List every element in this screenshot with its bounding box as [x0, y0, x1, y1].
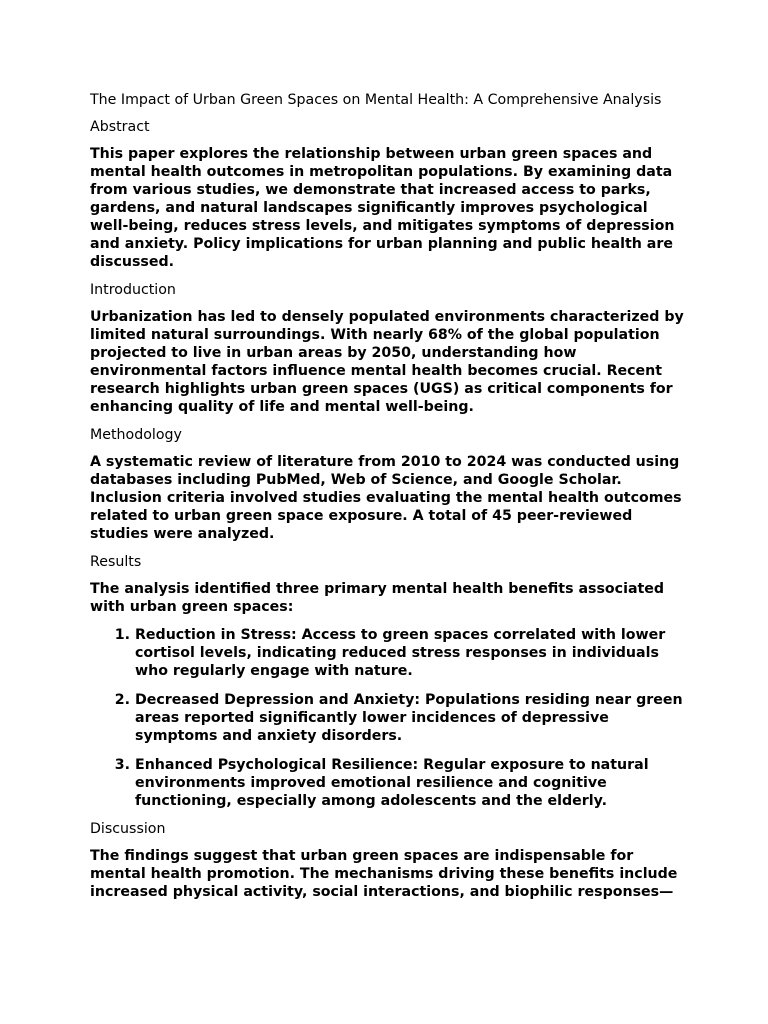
methodology-text: A systematic review of literature from 2010 to 2024 was conducted using databases including PubMed, Web of Science, and Google Scholar. Inclusion criteria involved studies evaluating the mental health outcomes related to urban green space exposure. A total of 45 peer-reviewed studies were analyzed.: [90, 454, 682, 542]
results-heading: Results: [90, 554, 142, 570]
list-item: 3. Enhanced Psychological Resilience: Regular exposure to natural environments improved emotional resilience and cognitive functioning, especially among adolescents and the elderly.: [135, 756, 686, 810]
abstract-text: This paper explores the relationship between urban green spaces and mental health outcomes in metropolitan populations. By examining data from various studies, we demonstrate that increased access to parks, gardens, and natural landscapes significantly improves psychological well-being, reduces stress levels, and mitigates symptoms of depression and anxiety. Policy implications for urban planning and public health are discussed.: [90, 146, 675, 270]
discussion-text: The findings suggest that urban green spaces are indispensable for mental health promotion. The mechanisms driving these benefits include increased physical activity, social interactions, and biophilic responses—: [90, 848, 678, 900]
list-item: 2. Decreased Depression and Anxiety: Populations residing near green areas reported significantly lower incidences of depressive symptoms and anxiety disorders.: [135, 691, 686, 745]
introduction-heading: Introduction: [90, 282, 176, 298]
results-list: [90, 626, 686, 810]
results-text: The analysis identified three primary mental health benefits associated with urban green spaces:: [90, 581, 665, 615]
discussion-heading: Discussion: [90, 821, 166, 837]
abstract-heading: Abstract: [90, 119, 150, 135]
introduction-text: Urbanization has led to densely populated environments characterized by limited natural surroundings. With nearly 68% of the global population projected to live in urban areas by 2050, understanding how environmental factors influence mental health becomes crucial. Recent research highlights urban green spaces (UGS) as critical components for enhancing quality of life and mental well-being.: [90, 309, 684, 415]
list-item: 1. Reduction in Stress: Access to green spaces correlated with lower cortisol levels, indicating reduced stress responses in individuals who regularly engage with nature.: [135, 626, 686, 680]
document-title: The Impact of Urban Green Spaces on Mental Health: A Comprehensive Analysis: [90, 92, 662, 108]
document-page: [90, 91, 686, 911]
methodology-heading: Methodology: [90, 427, 182, 443]
